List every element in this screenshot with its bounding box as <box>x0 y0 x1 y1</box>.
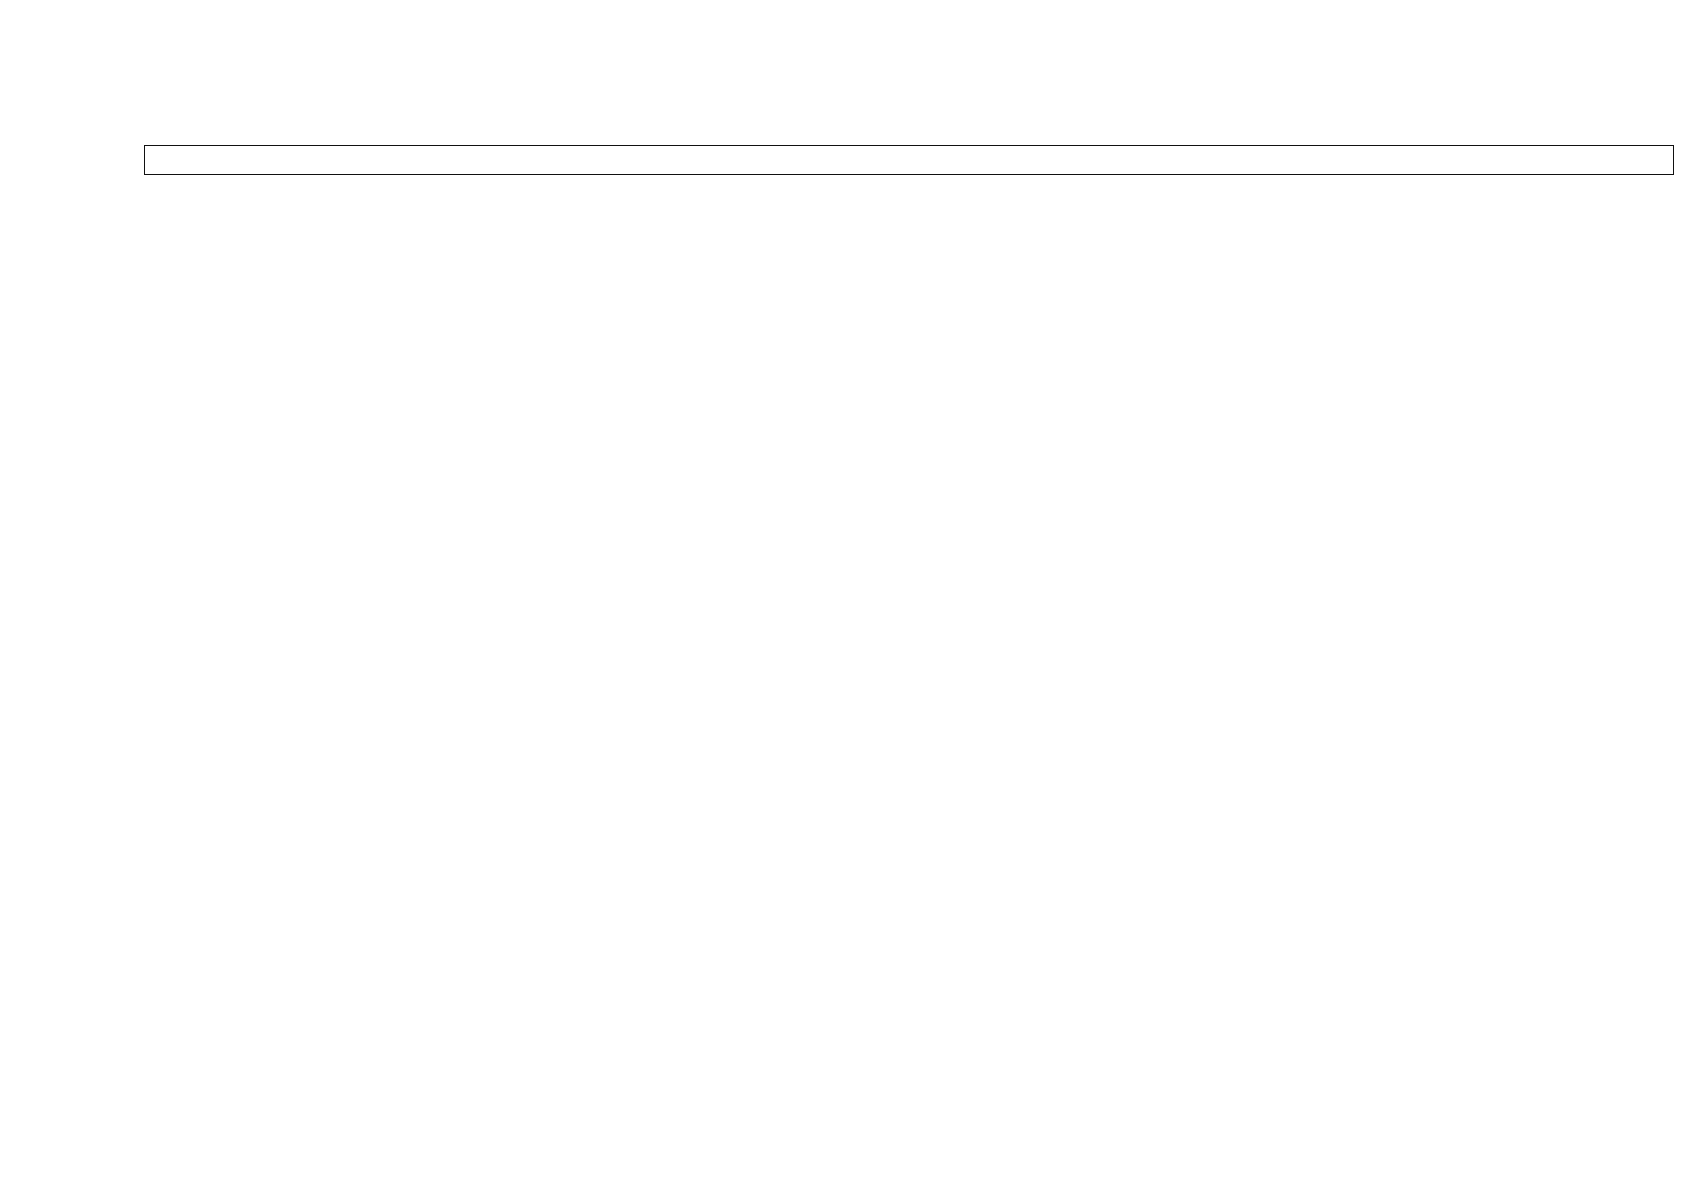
column-number-header <box>144 145 1674 175</box>
